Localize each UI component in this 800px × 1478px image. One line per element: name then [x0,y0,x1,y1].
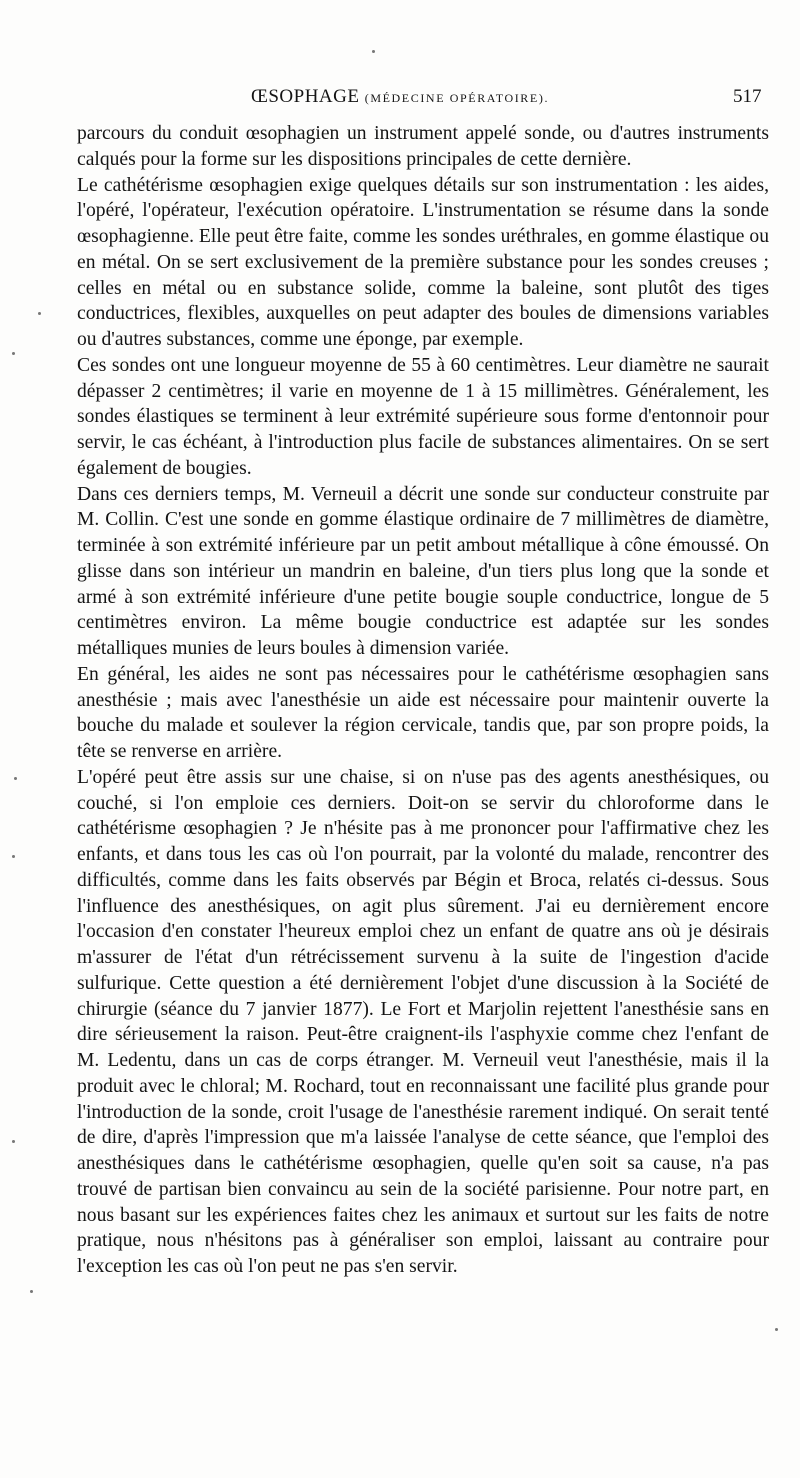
print-speck [12,352,15,355]
paragraph: Ces sondes ont une longueur moyenne de 55 à 60 centimètres. Leur diamètre ne saurait dépasser 2 centimètres; il varie en moyenne de 1 à 15 millimètres. Généralement, les sondes élastiques se terminent à leur extrémité supérieure sous forme d'entonnoir pour servir, le cas échéant, à l'introduction plus facile de substances alimentaires. On se sert également de bougies. [77,354,769,479]
paragraph: parcours du conduit œsophagien un instrument appelé sonde, ou d'autres instruments calqués pour la forme sur les dispositions principales de cette dernière. [77,123,769,170]
print-speck [12,855,15,858]
print-speck [30,1290,33,1293]
print-speck [12,1140,15,1143]
header-title: ŒSOPHAGE [250,86,360,107]
print-speck [775,1328,778,1331]
header-title-line [0,86,800,108]
header-subtitle: (MÉDECINE OPÉRATOIRE). [364,91,550,105]
paragraph: L'opéré peut être assis sur une chaise, si on n'use pas des agents anesthésiques, ou couché, si l'on emploie ces derniers. Doit-on se servir du chloroforme dans le cathétérisme œsophagien ? Je n'hésite pas à me prononcer pour l'affirmative chez les enfants, et dans tous les cas où l'on pourrait, par la volonté du malade, rencontrer des difficultés, comme dans les faits observés par Bégin et Broca, relatés ci-dessus. Sous l'influence des anesthésiques, on agit plus sûrement. J'ai eu dernièrement encore l'occasion d'en constater l'heureux emploi chez un enfant de quatre ans où je désirais m'assurer de l'état d'un rétrécissement survenu à la suite de l'ingestion d'acide sulfurique. Cette question a été dernièrement l'objet d'une discussion à la Société de chirurgie (séance du 7 janvier 1877). Le Fort et Marjolin rejettent l'anesthésie sans en dire sérieusement la raison. Peut-être craignent-ils l'asphyxie comme chez l'enfant de M. Ledentu, dans un cas de corps étranger. M. Verneuil veut l'anesthésie, mais il la produit avec le chloral; M. Rochard, tout en reconnaissant une facilité plus grande pour l'introduction de la sonde, croit l'usage de l'anesthésie rarement indiqué. On serait tenté de dire, d'après l'impression que m'a laissée l'analyse de cette séance, que l'emploi des anesthésiques dans le cathétérisme œsophagien, quelle qu'en soit sa cause, n'a pas trouvé de partisan bien convaincu au sein de la société parisienne. Pour notre part, en nous basant sur les expériences faites chez les animaux et surtout sur les faits de notre pratique, nous n'hésitons pas à généraliser son emploi, laissant au contraire pour l'exception les cas où l'on peut ne pas s'en servir. [77,766,769,1277]
print-speck [38,312,41,315]
running-header [0,86,800,112]
body-text [77,121,769,1280]
print-speck [14,777,17,780]
print-speck [372,50,375,53]
page-number: 517 [733,86,762,107]
paragraph: Dans ces derniers temps, M. Verneuil a décrit une sonde sur conducteur construite par M. Collin. C'est une sonde en gomme élastique ordinaire de 7 millimètres de diamètre, terminée à son extrémité inférieure par un petit ambout métallique à cône émoussé. On glisse dans son intérieur un mandrin en baleine, d'un tiers plus long que la sonde et armé à son extrémité inférieure d'une petite bougie souple conductrice, longue de 5 centimètres environ. La même bougie conductrice est adaptée sur les sondes métalliques munies de leurs boules à dimension variée. [77,483,769,659]
paragraph: Le cathétérisme œsophagien exige quelques détails sur son instrumentation : les aides, l'opéré, l'opérateur, l'exécution opératoire. L'instrumentation se résume dans la sonde œsophagienne. Elle peut être faite, comme les sondes uréthrales, en gomme élastique ou en métal. On se sert exclusivement de la première substance pour les sondes creuses ; celles en métal ou en substance solide, comme la baleine, sont plutôt des tiges conductrices, flexibles, auxquelles on peut adapter des boules de dimensions variables ou d'autres substances, comme une éponge, par exemple. [77,174,769,350]
paragraph: En général, les aides ne sont pas nécessaires pour le cathétérisme œsophagien sans anesthésie ; mais avec l'anesthésie un aide est nécessaire pour maintenir ouverte la bouche du malade et soulever la région cervicale, tandis que, par son propre poids, la tête se renverse en arrière. [77,663,769,762]
